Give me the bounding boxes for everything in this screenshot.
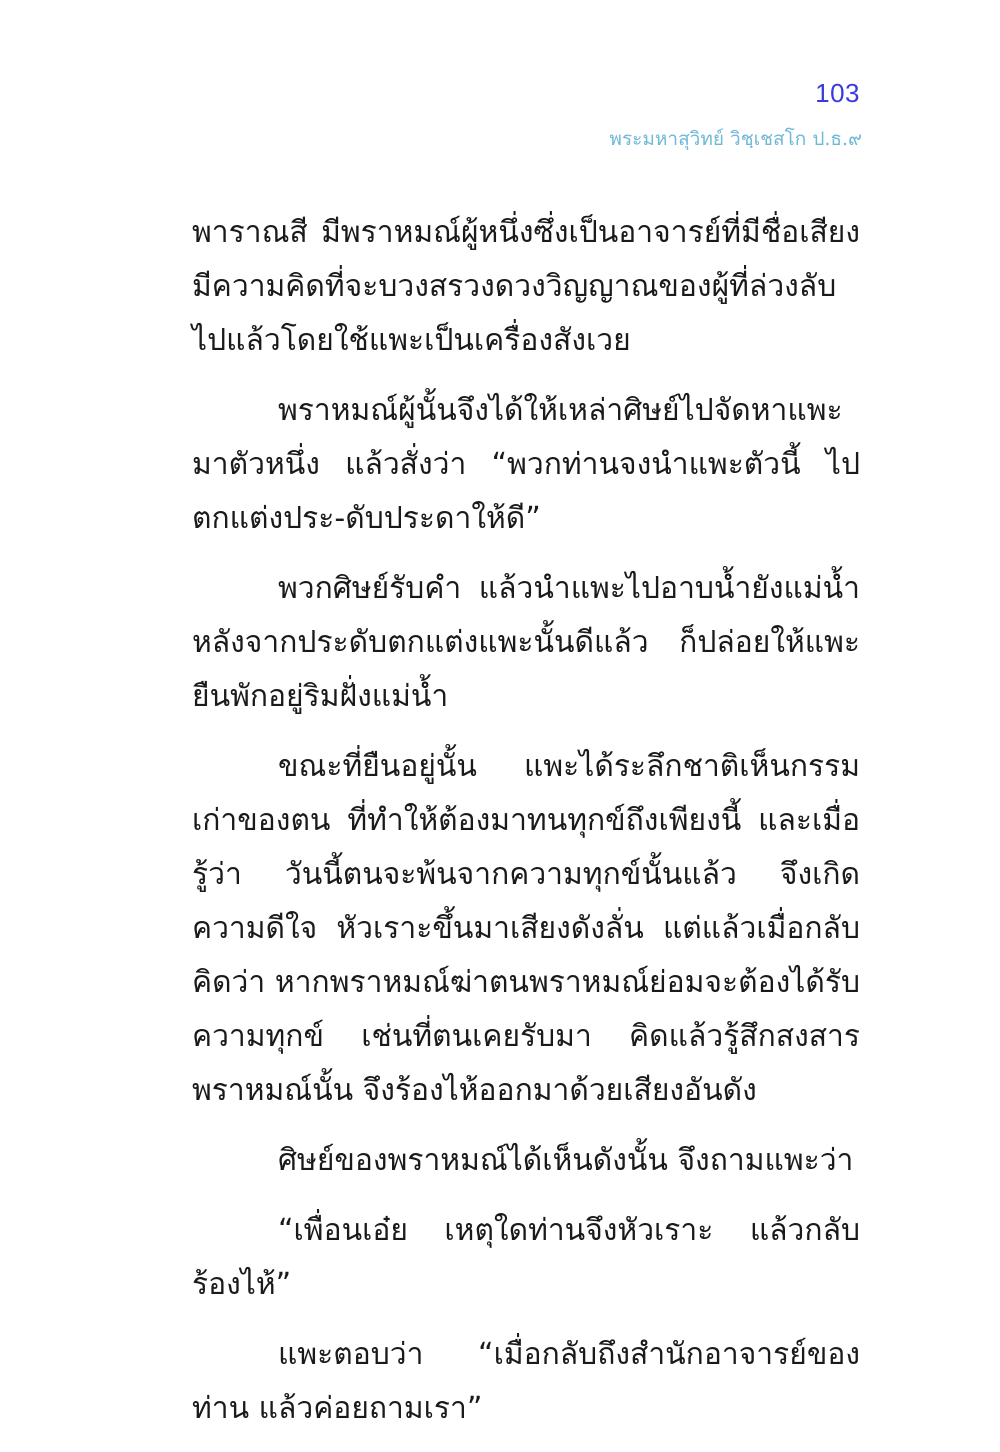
paragraph-3: พวกศิษย์รับคำ แล้วนำแพะไปอาบน้ำยังแม่น้ำ หลังจากประดับตกแต่งแพะนั้นดีแล้ว ก็ปล่อยให้แพะยืนพักอยู่ริมฝั่งแม่น้ำ: [192, 571, 860, 714]
paragraph-7: แพะตอบว่า “เมื่อกลับถึงสำนักอาจารย์ของท่าน แล้วค่อยถามเรา”: [192, 1337, 860, 1426]
paragraph-4: ขณะที่ยืนอยู่นั้น แพะได้ระลึกชาติเห็นกรรมเก่าของตน ที่ทำให้ต้องมาทนทุกข์ถึงเพียงนี้ และเมื่อรู้ว่า วันนี้ตนจะพ้นจากความทุกข์นั้นแล้ว จึงเกิดความดีใจ หัวเราะขึ้นมาเสียงดังลั่น แต่แล้วเมื่อกลับคิดว่า หากพราหมณ์ฆ่าตนพราหมณ์ย่อมจะต้องได้รับความทุกข์ เช่นที่ตนเคยรับมา คิดแล้วรู้สึกสงสารพราหมณ์นั้น จึงร้องไห้ออกมาด้วยเสียงอันดัง: [192, 749, 860, 1108]
paragraph-2: พราหมณ์ผู้นั้นจึงได้ให้เหล่าศิษย์ไปจัดหาแพะมาตัวหนึ่ง แล้วสั่งว่า “พวกท่านจงนำแพะตัวนี้ ไปตกแต่งประ-ดับประดาให้ดี”: [192, 393, 860, 536]
paragraph-1: พาราณสี มีพราหมณ์ผู้หนึ่งซึ่งเป็นอาจารย์ที่มีชื่อเสียง มีความคิดที่จะบวงสรวงดวงวิญญาณของผู้ที่ล่วงลับไปแล้วโดยใช้แพะเป็นเครื่องสังเวย: [192, 215, 860, 358]
page-number: 103: [815, 78, 860, 108]
paragraph-5: ศิษย์ของพราหมณ์ได้เห็นดังนั้น จึงถามแพะว่า: [278, 1143, 854, 1178]
paragraph-6: “เพื่อนเอ๋ย เหตุใดท่านจึงหัวเราะ แล้วกลับร้องไห้”: [192, 1213, 860, 1302]
body-text: [192, 206, 860, 1452]
running-head: พระมหาสุวิทย์ วิชฺเชสโก ป.ธ.๙: [609, 128, 862, 150]
